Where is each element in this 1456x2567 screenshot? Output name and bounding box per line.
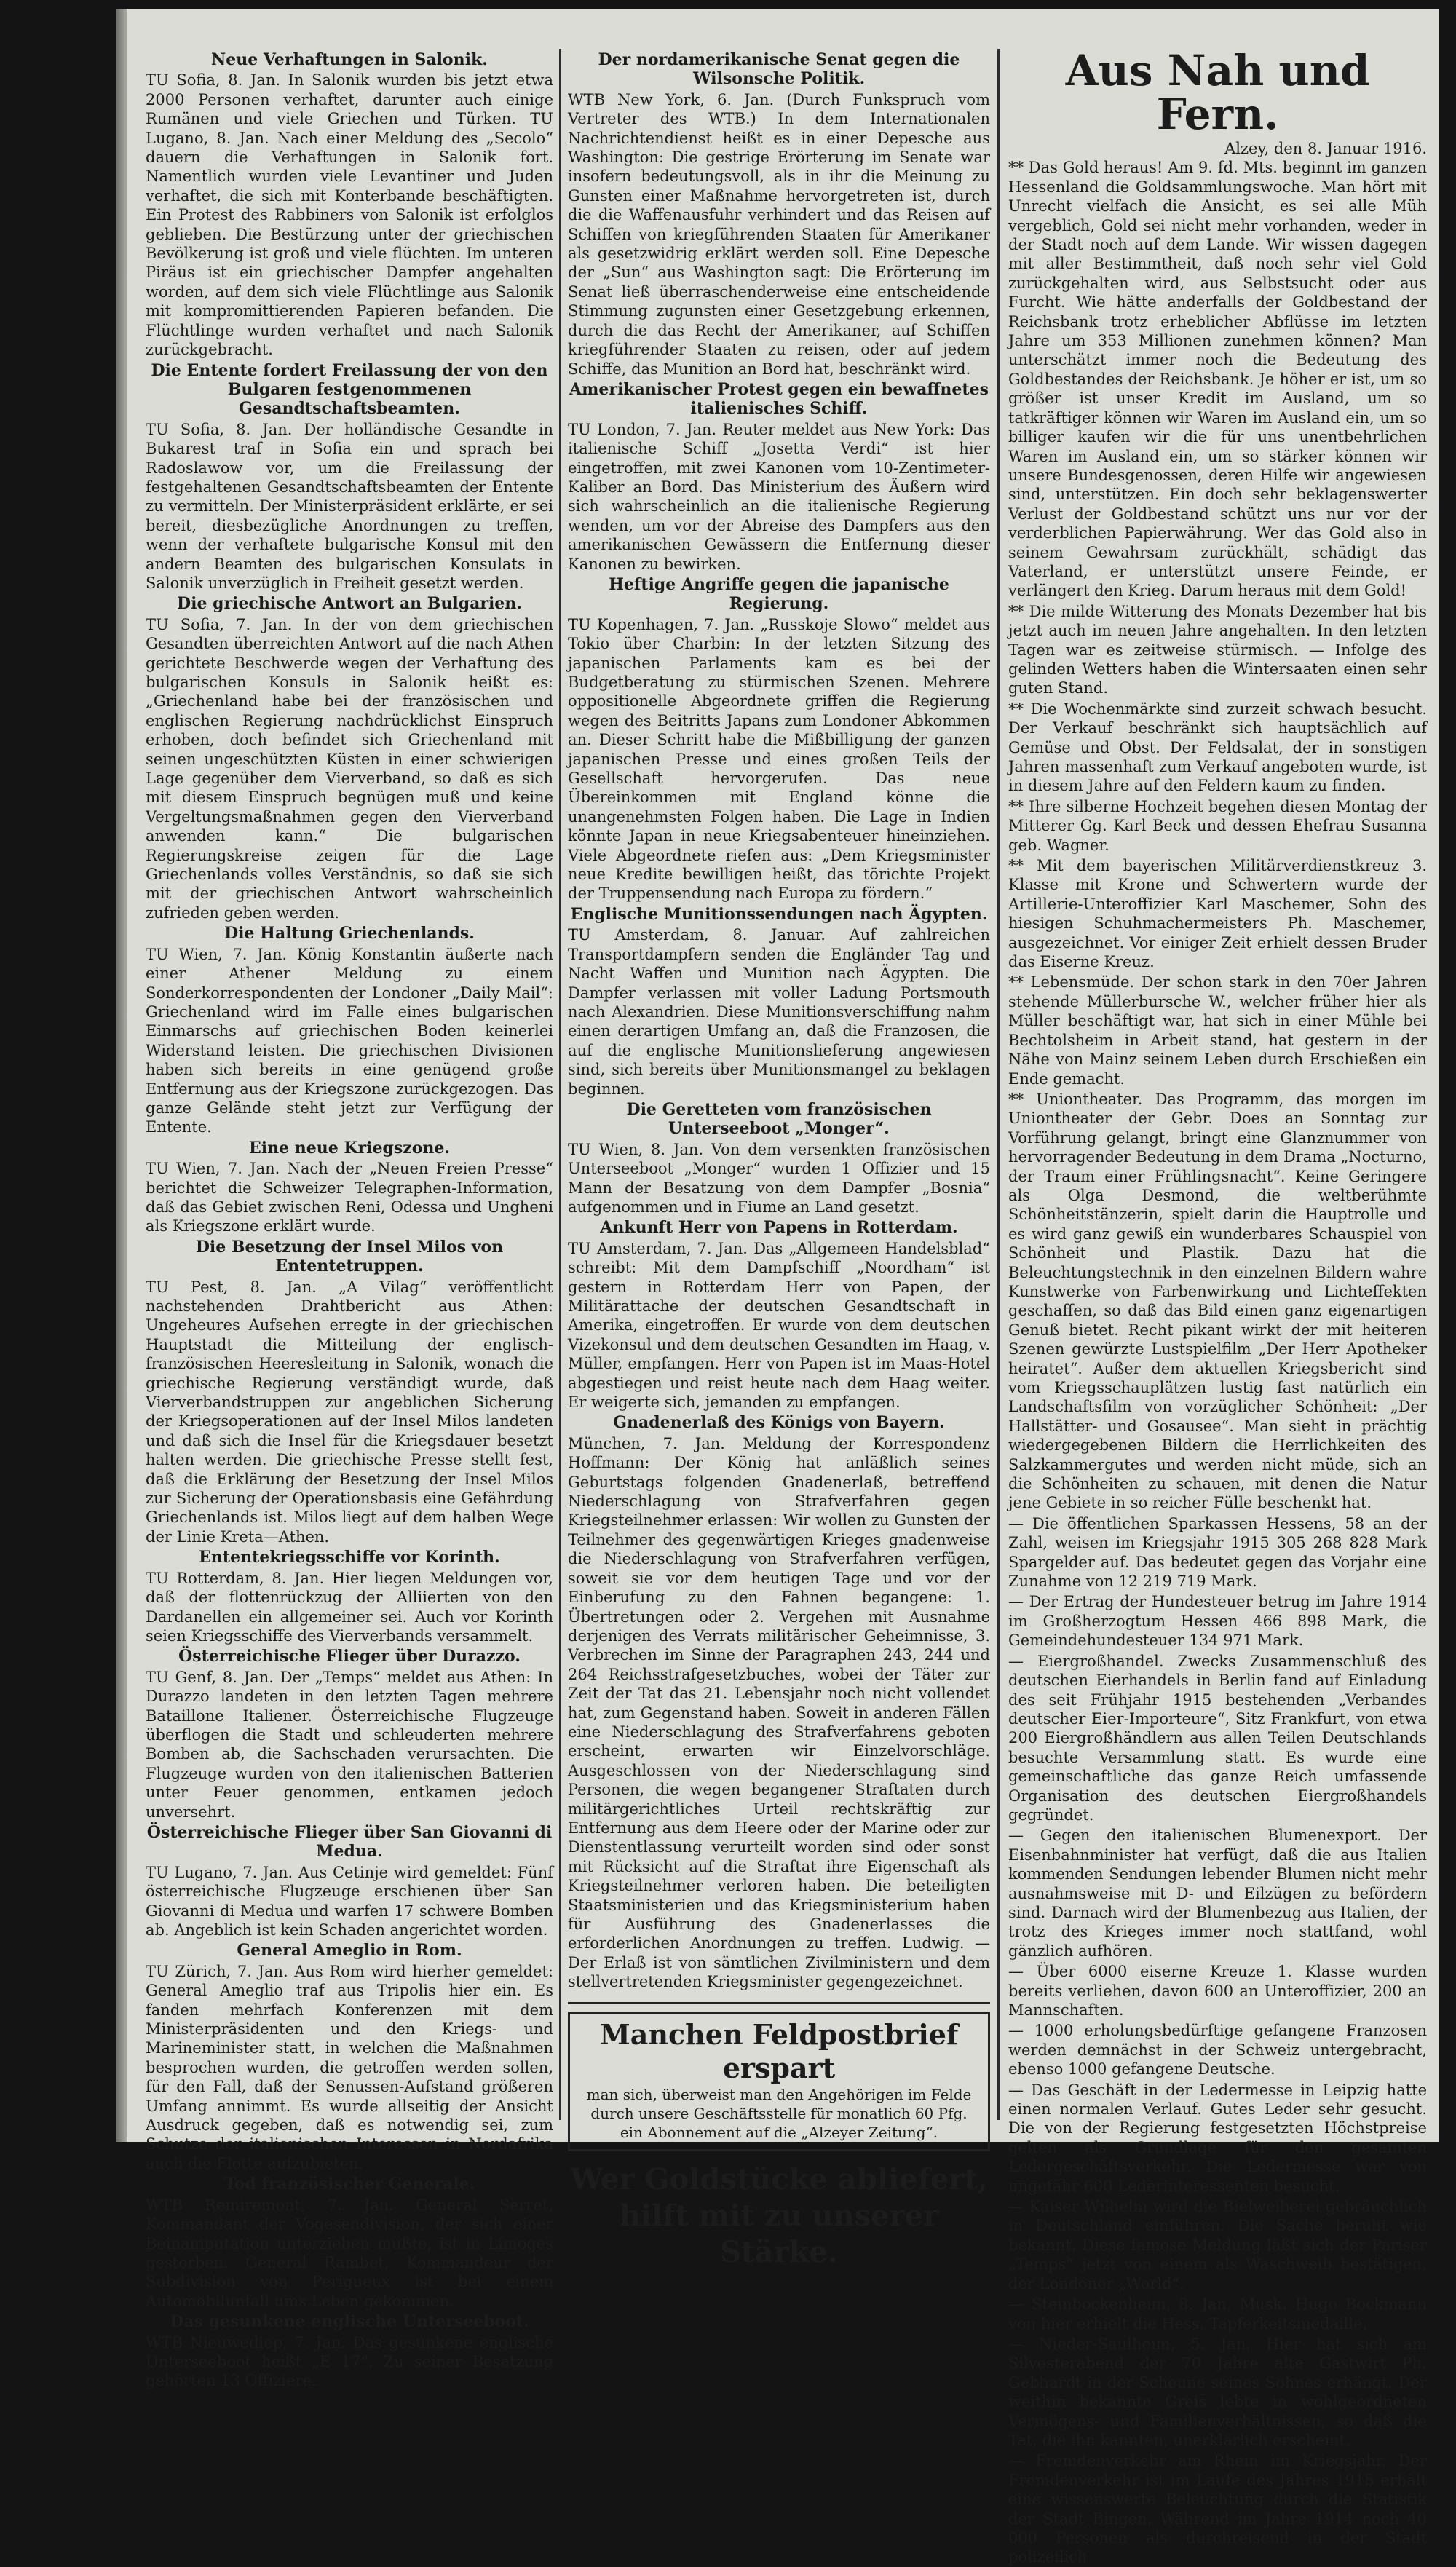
article-headline: Neue Verhaftungen in Salonik. [211, 50, 488, 69]
article-headline: Eine neue Kriegszone. [248, 1138, 451, 1158]
article-headline: Die Besetzung der Insel Milos von Ententetruppen. [195, 1237, 504, 1276]
article-body: TU London, 7. Jan. Reuter meldet aus New York: Das italienische Schiff „Josetta Verdi“ ist hier eingetroffen, mit zwei Kanonen vom 10-Zentimeter-Kaliber an Bord. Das Ministerium des Äußern wird sich wahrscheinlich an die italienische Regierung wenden, um vor der Abreise des Dampfers aus den amerikanischen Gewässern die Entfernung dieser Kanonen zu bewirken. [568, 420, 990, 573]
feldpost-ad-headline: Manchen Feldpostbrief erspart [599, 2017, 959, 2084]
column-rule-2 [997, 49, 1000, 2120]
news-item: — Steinbockenheim, 8. Jan. Musk. Hugo Bockmann von hier erhielt die Hess. Tapferkeitsmedaille. [1008, 2295, 1427, 2333]
article-body: TU Zürich, 7. Jan. Aus Rom wird hierher gemeldet: General Ameglio traf aus Tripolis hier ein. Es fanden mehrfach Konferenzen mit dem Ministerpräsidenten und den Kriegs- und Marineminister statt, in welchen die Maßnahmen besprochen wurden, die getroffen werden sollen, für den Fall, daß der Senussen-Aufstand größeren Umfang annimmt. Es wurde allseitig der Ansicht Ausdruck gegeben, daß es notwendig sei, zum Schutze der italienischen Interessen in Nordafrika auch die Flotte aufzubieten. [146, 1962, 553, 2172]
article-headline: Heftige Angriffe gegen die japanische Regierung. [609, 574, 949, 614]
column-1 [146, 49, 553, 2390]
article-body: TU Amsterdam, 8. Januar. Auf zahlreichen Transportdampfern senden die Engländer Tag und Nacht Waffen und Munition nach Ägypten. Die Dampfer verlassen mit voller Ladung Portsmouth nach Alexandrien. Diese Munitionsverschiffung nahm einen derartigen Umfang an, daß die Franzosen, die auf die englische Munitionslieferung angewiesen sind, sich bereits über Munitionsmangel zu beklagen beginnen. [568, 926, 990, 1098]
news-item: ** Uniontheater. Das Programm, das morgen im Uniontheater der Gebr. Does an Sonntag zur Vorführung gelangt, bringt eine Glanznummer von hervorragender Bedeutung in dem Drama „Nocturno, der Traum einer Frühlingsnacht“. Keine Geringere als Olga Desmond, die weltberühmte Schönheitstänzerin, spielt darin die Hauptrolle und es wird ganz gewiß ein wunderbares Schauspiel von Schönheit und Plastik. Dazu hat die Beleuchtungstechnik in den einzelnen Bildern wahre Kunstwerke von Farbenwirkung und Lichteffekten geschaffen, so daß das Bild einen ganz eigenartigen Genuß bietet. Recht pikant wirkt der mit heiteren Szenen gewürzte Lustspielfilm „Der Herr Apotheker heiratet“. Außer dem aktuellen Kriegsbericht sind vom Kriegsschauplätzen lustig fast natürlich ein Landschaftsfilm von vorzüglicher Schönheit: „Der Hallstätter- und Gosausee“. Man sieht in prächtig wiedergegebenen Bildern die Herrlichkeiten des Salzkammergutes und werden nicht müde, sich an die Schönheiten zu schauen, mit denen die Natur jene Gebiete in so reicher Fülle beschenkt hat. [1008, 1090, 1427, 1512]
news-item: — Das Geschäft in der Ledermesse in Leipzig hatte einen normalen Verlauf. Gutes Leder sehr gesucht. Die von der Regierung festgesetzten Höchstpreise gelten als Grundlage für den gesamten Ledergeschäftsverkehr. Die Ledermesse war von ungefähr 600 Lederinteressenten besucht. [1008, 2081, 1427, 2195]
column-3 [1008, 46, 1427, 2566]
news-item: ** Lebensmüde. Der schon stark in den 70er Jahren stehende Müllerbursche W., welcher früher hier als Müller beschäftigt war, hat sich in einer Mühle bei Bechtolsheim in Arbeit stand, hat gestern in der Nähe von Mainz seinem Leben durch Erschießen ein Ende gemacht. [1008, 973, 1427, 1088]
news-item: ** Ihre silberne Hochzeit begehen diesen Montag der Mitterer Gg. Karl Beck und dessen Ehefrau Susanna geb. Wagner. [1008, 797, 1427, 854]
news-item: ** Die Wochenmärkte sind zurzeit schwach besucht. Der Verkauf beschränkt sich hauptsächlich auf Gemüse und Obst. Der Feldsalat, der in sonstigen Jahren massenhaft zum Verkauf angeboten wurde, ist in diesem Jahre auf den Feldern kaum zu finden. [1008, 700, 1427, 795]
article-body: TU Sofia, 8. Jan. Der holländische Gesandte in Bukarest traf in Sofia ein und sprach bei Radoslawow vor, um die Freilassung der festgehaltenen Gesandtschaftsbeamten der Entente zu vermitteln. Der Ministerpräsident erklärte, er sei bereit, diesbezügliche Anordnungen zu treffen, wenn der verhaftete bulgarische Konsul mit den andern Beamten des bulgarischen Konsulats in Salonik unverzüglich in Freiheit gesetzt werden. [146, 420, 553, 592]
column-rule-1 [559, 49, 561, 2120]
news-item: — Eiergroßhandel. Zwecks Zusammenschluß des deutschen Eierhandels in Berlin fand auf Einladung des seit Frühjahr 1915 bestehenden „Verbandes deutscher Eier-Importeure“, Sitz Frankfurt, von etwa 200 Eiergroßhändlern aus allen Teilen Deutschlands besuchte Versammlung statt. Es wurde eine gemeinschaftliche das ganze Reich umfassende Organisation des deutschen Eiergroßhandels gegründet. [1008, 1652, 1427, 1824]
article-headline: Gnadenerlaß des Königs von Bayern. [613, 1413, 945, 1433]
article-headline: Ententekriegsschiffe vor Korinth. [199, 1548, 500, 1567]
article-body: TU Pest, 8. Jan. „A Vilag“ veröffentlicht nachstehenden Drahtbericht aus Athen: Ungeheures Aufsehen erregte in der griechischen Hauptstadt die Mitteilung der englisch-französischen Heeresleitung in Salonik, wonach die griechische Regierung verständigt wurde, daß Vierverbandstruppen zur angeblichen Sicherung der Kriegsoperationen auf der Insel Milos landeten und daß sich die Insel für die Kriegsdauer besetzt halten werden. Die griechische Presse stellt fest, daß die Erklärung der Besetzung der Insel Milos zur Sicherung der Operationsbasis eine Gefährdung Griechenlands ist. Milos liegt auf dem halben Wege der Linie Kreta—Athen. [146, 1278, 553, 1546]
article-headline: Die griechische Antwort an Bulgarien. [177, 594, 522, 614]
news-item: — Über 6000 eiserne Kreuze 1. Klasse wurden bereits verliehen, davon 600 an Unteroffizier, 200 an Mannschaften. [1008, 1963, 1427, 2019]
news-item: ** Die milde Witterung des Monats Dezember hat bis jetzt auch im neuen Jahre angehalten. In den letzten Tagen war es zeitweise stürmisch. — Infolge des gelinden Wetters haben die Wintersaaten einen sehr guten Stand. [1008, 602, 1427, 697]
news-item: — Kaiser Wilhelm wird die Bielweiberei gebräuchlich in Deutschland einführen. Die Sache beruht wie bekannt. Diese famose Meldung läßt sich der Pariser „Temps“ jetzt von einem als Waschweib bestätigen, der Londoner „World“. [1008, 2198, 1427, 2293]
news-item: — Fremdenverkehr am Rhein im Kriegsjahr. Der Fremdenverkehr ist im Laufe des Jahres 1915 erhält eine wissenswerte Beleuchtung durch die Statistik der Stadt Bingen. Während im Jahre 1914 noch 40 000 Personen als durchreisend in der Stadt polizeilich [1008, 2452, 1427, 2566]
column-2-articles [568, 50, 990, 1992]
article-headline: Österreichische Flieger über Durazzo. [178, 1647, 521, 1666]
article-body: TU Rotterdam, 8. Jan. Hier liegen Meldungen vor, daß der flottenrückzug der Alliierten von den Dardanellen ein allgemeiner sei. Auch vor Korinth seien Kriegsschiffe des Vierverbands versammelt. [146, 1569, 553, 1645]
article-body: WTB Remiremont, 7. Jan. General Serret, Kommandant der Vogesendivision, der sich einer Beinamputation unterziehen mußte, ist in Limoges gestorben. General Rambet, Kommandeur der Subdivision von Perigueux ist bei einem Automobilunfall ums Leben gekommen. [146, 2196, 553, 2310]
feldpost-advertisement [568, 2012, 990, 2151]
article-headline: Englische Munitionssendungen nach Ägypten. [570, 904, 988, 924]
article-body: München, 7. Jan. Meldung der Korrespondenz Hoffmann: Der König hat anläßlich seines Geburtstags folgenden Gnadenerlaß, betreffend Niederschlagung von Strafverfahren gegen Kriegsteilnehmer erlassen: Wir wollen zu Gunsten der Teilnehmer des gegenwärtigen Krieges gnadenweise die Niederschlagung von Strafverfahren verfügen, soweit sie vor dem heutigen Tage und vor der Einberufung zu den Fahnen begangene: 1. Übertretungen oder 2. Vergehen mit Ausnahme derjenigen des Verrats militärischer Geheimnisse, 3. Verbrechen im Sinne der Paragraphen 243, 244 und 264 Reichsstrafgesetzbuches, wobei der Täter zur Zeit der Tat das 21. Lebensjahr noch nicht vollendet hat, zum Gegenstand haben. Soweit in anderen Fällen eine Niederschlagung des Strafverfahrens geboten erscheint, erwarten wir Einzelvorschläge. Ausgeschlossen von der Niederschlagung sind Personen, die wegen begangener Straftaten durch militärgerichtliches Urteil rechtskräftig zur Entfernung aus dem Heere oder der Marine oder zur Dienstentlassung verurteilt worden sind oder sonst mit Rücksicht auf die Straftat ihre Eigenschaft als Kriegsteilnehmer verloren haben. Die beteiligten Staatsministerien und das Kriegsministerium haben für Ausführung des Gnadenerlasses die erforderlichen Anordnungen zu treffen. Ludwig. — Der Erlaß ist von sämtlichen Zivilministern und dem stellvertretenden Kriegsminister gegengezeichnet. [568, 1434, 990, 1991]
article-headline: Die Entente fordert Freilassung der von den Bulgaren festgenommenen Gesandtschaftsbeamten. [151, 360, 548, 419]
article-headline: Tod französischer Generale. [223, 2175, 475, 2194]
news-item: — Die öffentlichen Sparkassen Hessens, 58 an der Zahl, weisen im Kriegsjahr 1915 305 268 828 Mark Spargelder auf. Das bedeutet gegen das Vorjahr eine Zunahme von 12 219 719 Mark. [1008, 1514, 1427, 1591]
article-headline: Amerikanischer Protest gegen ein bewaffnetes italienisches Schiff. [569, 379, 989, 419]
local-news-list [1008, 158, 1427, 2566]
newspaper-page [116, 9, 1439, 2566]
page-fold-shadow [116, 9, 127, 2142]
news-item: — 1000 erholungsbedürftige gefangene Franzosen werden demnächst in der Schweiz untergebracht, ebenso 1000 gefangene Deutsche. [1008, 2022, 1427, 2078]
article-body: TU Amsterdam, 7. Jan. Das „Allgemeen Handelsblad“ schreibt: Mit dem Dampfschiff „Noordham“ ist gestern in Rotterdam Herr von Papen, der Militärattache der deutschen Gesandtschaft in Amerika, eingetroffen. Er wurde von dem deutschen Vizekonsul und dem deutschen Gesandten im Haag, v. Müller, empfangen. Herr von Papen ist im Maas-Hotel abgestiegen und reist heute nach dem Haag weiter. Er weigerte sich, jemanden zu empfangen. [568, 1239, 990, 1412]
news-item: — Nieder-Saulheim, 5. Jan. Hier hat sich am Silvesterabend der 70 Jahre alte Gastwirt Ph. Gebhardt in der Scheune seines Sohnes erhängt. Der weithin bekannte Greis lebte in wohlgeordneten Vermögens- und Familienverhältnissen, so daß die Tat, die ihn kannten, unerklärlich erscheint. [1008, 2335, 1427, 2449]
article-body: TU Wien, 7. Jan. Nach der „Neuen Freien Presse“ berichtet die Schweizer Telegraphen-Information, daß das Gebiet zwischen Reni, Odessa und Ungheni als Kriegszone erklärt wurde. [146, 1160, 553, 1235]
article-body: TU Sofia, 8. Jan. In Salonik wurden bis jetzt etwa 2000 Personen verhaftet, darunter auch einige Rumänen und viele Griechen und Türken. TU Lugano, 8. Jan. Nach einer Meldung des „Secolo“ dauern die Verhaftungen in Salonik fort. Namentlich wurden viele Levantiner und Juden verhaftet, die sich mit Konterbande beschäftigten. Ein Protest des Rabbiners von Salonik ist erfolglos geblieben. Die Bestürzung unter der griechischen Bevölkerung ist groß und viele flüchten. Im unteren Piräus ist ein griechischer Dampfer angehalten worden, auf dem sich viele Flüchtlinge aus Salonik mit kompromittierenden Papieren befanden. Die Flüchtlinge wurden verhaftet und nach Salonik zurückgebracht. [146, 71, 553, 359]
article-body: WTB Nieuwediep, 7. Jan. Das gesunkene englische Unterseeboot heißt „E 17“. Zu seiner Besatzung gehörten 13 Offiziere. [146, 2333, 553, 2390]
article-body: TU Wien, 7. Jan. König Konstantin äußerte nach einer Athener Meldung zu einem Sonderkorrespondenten der Londoner „Daily Mail“: Griechenland wird im Falle eines bulgarischen Einmarschs auf griechischen Boden keinerlei Widerstand leisten. Die griechischen Divisionen haben sich bereits in eine genügend große Entfernung aus der Kriegszone zurückgezogen. Das ganze Gelände steht jetzt zur Verfügung der Entente. [146, 945, 553, 1136]
dateline: Alzey, den 8. Januar 1916. [1224, 140, 1427, 157]
article-headline: Der nordamerikanische Senat gegen die Wilsonsche Politik. [598, 50, 960, 89]
article-body: WTB New York, 6. Jan. (Durch Funkspruch vom Vertreter des WTB.) In dem Internationalen Nachrichtendienst heißt es in einer Depesche aus Washington: Die gestrige Erörterung im Senate war insofern bedeutungsvoll, als in ihr die Meinung zu Gunsten einer Maßnahme hervorgetreten ist, durch die die Waffenausfuhr verhindert und das Reisen auf Schiffen von kriegführenden Staaten für Amerikaner als gesetzwidrig erklärt werden soll. Eine Depesche der „Sun“ aus Washington sagt: Die Erörterung im Senat ließ überraschenderweise eine entscheidende Stimmung zugunsten einer Gesetzgebung erkennen, durch die das Recht der Amerikaner, auf Schiffen kriegführender Staaten zu reisen, oder auf jedem Schiffe, das Munition an Bord hat, beschränkt wird. [568, 90, 990, 378]
article-body: TU Lugano, 7. Jan. Aus Cetinje wird gemeldet: Fünf österreichische Flugzeuge erschienen über San Giovanni di Medua und warfen 17 schwere Bomben ab. Angeblich ist kein Schaden angerichtet worden. [146, 1863, 553, 1939]
article-headline: Die Geretteten vom französischen Unterseeboot „Monger“. [626, 1099, 932, 1139]
news-item: — Gegen den italienischen Blumenexport. Der Eisenbahnminister hat verfügt, daß die aus Italien kommenden Sendungen lebender Blumen nicht mehr ausnahmsweise mit D- und Eilzügen zu befördern sind. Darnach wird der Blumenbezug aus Italien, der trotz des Krieges immer noch stattfand, wohl gänzlich aufhören. [1008, 1827, 1427, 1960]
article-headline: Die Haltung Griechenlands. [224, 924, 475, 944]
article-headline: General Ameglio in Rom. [237, 1941, 462, 1961]
article-headline: Das gesunkene englische Unterseeboot. [170, 2312, 529, 2332]
article-body: TU Wien, 8. Jan. Von dem versenkten französischen Unterseeboot „Monger“ wurden 1 Offizier und 15 Mann der Besatzung von dem Dampfer „Bosnia“ aufgenommen und in Fiume an Land gesetzt. [568, 1140, 990, 1216]
article-headline: Österreichische Flieger über San Giovanni di Medua. [146, 1822, 553, 1862]
gold-appeal-banner: Wer Goldstücke abliefert, hilft mit zu unserer Stärke. [570, 2161, 988, 2269]
article-body: TU Kopenhagen, 7. Jan. „Russkoje Slowo“ meldet aus Tokio über Charbin: In der letzten Sitzung des japanischen Parlaments kam es bei der Budgetberatung zu stürmischen Szenen. Mehrere oppositionelle Abgeordnete griffen die Regierung wegen des Beitritts Japans zum Londoner Abkommen an. Dieser Schritt habe die Mißbilligung der ganzen japanischen Presse und eines großen Teils der Gesellschaft hervorgerufen. Das neue Übereinkommen mit England könne die unangenehmsten Folgen haben. Die Lage in Indien könnte Japan in neue Kriegsabenteuer hineinziehen. Viele Abgeordnete riefen aus: „Dem Kriegsminister neue Kredite bewilligen heißt, das törichte Projekt der Truppensendung nach Europa zu fördern.“ [568, 615, 990, 903]
article-body: TU Genf, 8. Jan. Der „Temps“ meldet aus Athen: In Durazzo landeten in den letzten Tagen mehrere Bataillone Italiener. Österreichische Flugzeuge überflogen die Stadt und schleuderten mehrere Bomben ab, die Sachschaden verursachten. Die Flugzeuge wurden von den italienischen Batterien unter Feuer genommen, entkamen jedoch unversehrt. [146, 1668, 553, 1821]
news-item: — Der Ertrag der Hundesteuer betrug im Jahre 1914 im Großherzogtum Hessen 466 898 Mark, die Gemeindehundesteuer 134 971 Mark. [1008, 1593, 1427, 1650]
column-2 [568, 49, 990, 2269]
column-2-separator [568, 2002, 990, 2004]
news-item: ** Mit dem bayerischen Militärverdienstkreuz 3. Klasse mit Krone und Schwertern wurde der Artillerie-Unteroffizier Karl Maschemer, Sohn des hiesigen Schuhmachermeisters Ph. Maschemer, ausgezeichnet. Vor einiger Zeit erhielt dessen Bruder das Eiserne Kreuz. [1008, 857, 1427, 971]
section-title: Aus Nah und Fern. [1065, 46, 1370, 139]
article-headline: Ankunft Herr von Papens in Rotterdam. [600, 1218, 958, 1238]
feldpost-ad-text: man sich, überweist man den Angehörigen im Felde durch unsere Geschäftsstelle für monatlich 60 Pfg. ein Abonnement auf die „Alzeyer Zeitung“. [586, 2085, 972, 2141]
article-body: TU Sofia, 7. Jan. In der von dem griechischen Gesandten überreichten Antwort auf die nach Athen gerichtete Beschwerde wegen der Verhaftung des bulgarischen Konsuls in Salonik heißt es: „Griechenland habe bei der französischen und englischen Regierung nachdrücklichst Einspruch erhoben, doch befindet sich Griechenland mit seinen ungeschützten Küsten in einer schwierigen Lage gegenüber dem Vierverband, so daß es sich mit diesem Einspruch begnügen muß und keine Vergeltungsmaßnahmen gegen den Vierverband anwenden kann.“ Die bulgarischen Regierungskreise zeigen für die Lage Griechenlands volles Verständnis, so daß sie sich mit der griechischen Antwort wahrscheinlich zufrieden geben werden. [146, 615, 553, 922]
news-item: ** Das Gold heraus! Am 9. fd. Mts. beginnt im ganzen Hessenland die Goldsammlungswoche. Man hört mit Unrecht vielfach die Ansicht, es sei alle Müh vergeblich, Gold sei nicht mehr vorhanden, weder in der Stadt noch auf dem Lande. Wir wissen dagegen mit aller Bestimmtheit, daß noch sehr viel Gold zurückgehalten wird, aus Selbstsucht oder aus Furcht. Wie hätte anderfalls der Goldbestand der Reichsbank trotz erheblicher Abflüsse im letzten Jahre um 353 Millionen zunehmen können? Man unterschätzt immer noch die Bedeutung des Goldbestandes der Reichsbank. Je höher er ist, um so größer ist unser Kredit im Ausland, um so tatkräftiger können wir Waren im Ausland ein, um so billiger kaufen wir die für uns unentbehrlichen Waren im Ausland ein, um so stärker können wir unsere Bundesgenossen, deren Hilfe wir angewiesen sind, unterstützen. Ein doch sehr beklagenswerter Verlust der Goldbestand schützt uns nur vor der verderblichen Papierwährung. Wer das Gold also in seinem Gewahrsam zurückhält, schädigt das Vaterland, er unterstützt unsere Feinde, er verlängert den Krieg. Darum heraus mit dem Gold! [1008, 159, 1427, 600]
